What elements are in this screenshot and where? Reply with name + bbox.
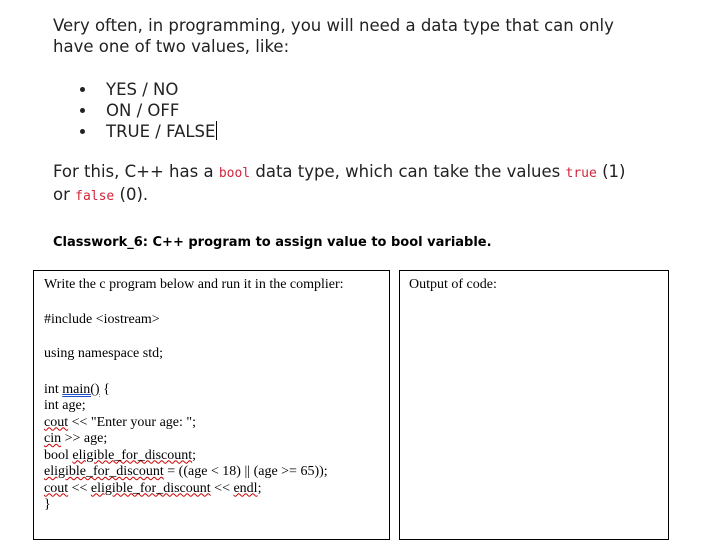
code-line (44, 431, 381, 448)
classwork-title: Classwork_6: C++ program to assign value to bool variable. (53, 235, 492, 250)
list-item (80, 100, 217, 121)
code-token: eligible_for_discount (44, 464, 164, 479)
list-item-text: ON / OFF (106, 101, 180, 120)
output-label: Output of code: (409, 277, 497, 292)
code-include-line: #include <iostream> (44, 311, 160, 327)
code-token: = ((age < 18) || (age >= 65)); (163, 464, 328, 479)
code-line (44, 464, 381, 481)
output-table-cell[interactable] (399, 270, 669, 540)
code-token: >> age; (61, 431, 108, 446)
code-token: main() (62, 381, 100, 397)
code-table-cell[interactable] (33, 270, 390, 540)
code-line (44, 481, 381, 498)
code-line (44, 382, 381, 399)
code-token: endl (233, 480, 258, 496)
inline-code-false: false (75, 189, 115, 204)
code-token: ; (257, 480, 262, 496)
intro-line-1: Very often, in programming, you will need a data type that can only (53, 16, 614, 35)
code-token: << (68, 480, 91, 496)
code-token: cout (44, 414, 69, 430)
code-token: << (210, 480, 234, 496)
intro-paragraph (53, 15, 673, 57)
bool-description (53, 161, 673, 207)
code-line: } (44, 497, 51, 512)
code-token: eligible_for_discount (90, 480, 211, 496)
options-list (80, 79, 217, 142)
list-item-text: TRUE / FALSE (106, 122, 216, 141)
inline-code-true: true (565, 166, 597, 181)
code-line: int age; (44, 398, 86, 413)
code-line (44, 448, 381, 465)
code-token: cout (44, 480, 69, 496)
text-run: data type, which can take the values (250, 162, 566, 181)
text-run: or (53, 185, 76, 204)
list-item-text: YES / NO (106, 80, 179, 99)
code-token: << "Enter your age: "; (68, 414, 197, 430)
intro-line-2: have one of two values, like: (53, 37, 290, 56)
inline-code-bool: bool (218, 166, 251, 181)
text-cursor (216, 121, 217, 140)
list-item (80, 121, 217, 142)
code-token: bool (44, 447, 73, 463)
code-token: eligible_for_discount (72, 447, 193, 463)
instruction-text: Write the c program below and run it in the complier: (44, 277, 344, 292)
text-run: (0). (114, 185, 149, 204)
code-token: { (99, 381, 110, 397)
text-run: For this, C++ has a (53, 162, 219, 181)
code-token: cin (44, 431, 62, 446)
code-using-line: using namespace std; (44, 346, 163, 361)
code-line (44, 415, 381, 432)
text-run: (1) (596, 162, 626, 181)
list-item (80, 79, 217, 100)
code-token: ; (192, 447, 197, 463)
code-token: int (44, 381, 63, 397)
